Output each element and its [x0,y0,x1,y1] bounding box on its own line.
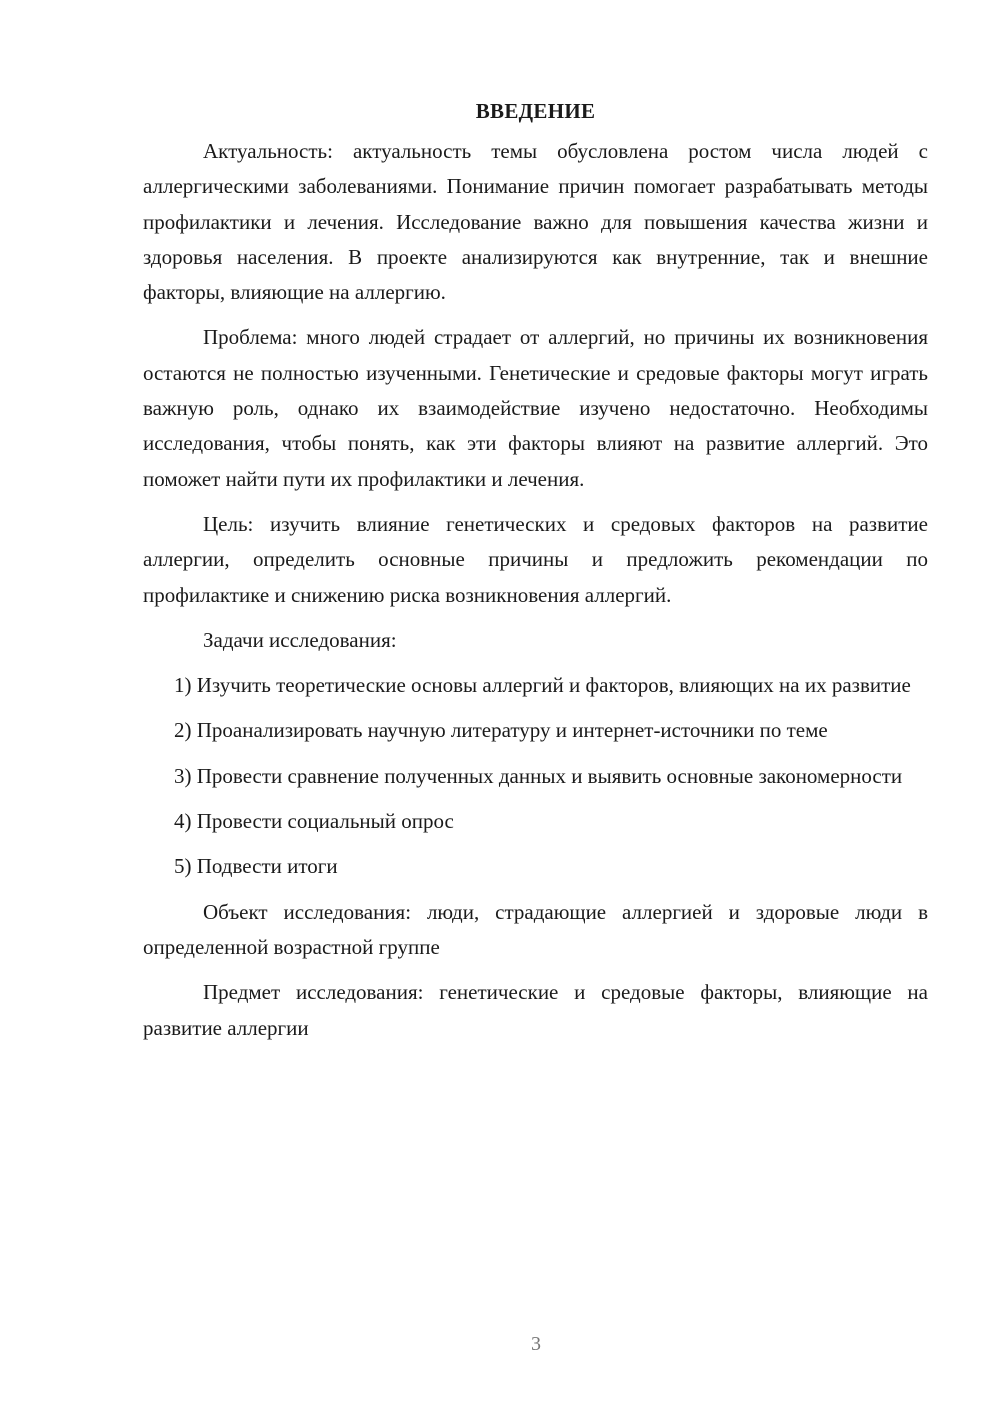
list-item: 4) Провести социальный опрос [174,809,454,834]
tasks-list [143,668,928,884]
list-item: 2) Проанализировать научную литературу и интернет-источники по теме [174,718,828,743]
page-title: ВВЕДЕНИЕ [475,99,596,123]
goal-paragraph: Цель: изучить влияние генетических и средовых факторов на развитие аллергии, определить основные причины и предложить рекомендации по профилактике и снижению риска возникновения аллергий. [143,511,928,607]
page-number: 3 [531,1333,541,1355]
problem-paragraph: Проблема: много людей страдает от аллергий, но причины их возникновения остаются не полностью изученными. Генетические и средовые факторы могут играть важную роль, однако их взаимодействие изучено недостаточно. Необходимы исследования, чтобы понять, как эти факторы влияют на развитие аллергий. Это поможет найти пути их профилактики и лечения. [143,325,928,491]
object-paragraph: Объект исследования: люди, страдающие аллергией и здоровые люди в определенной возрастной группе [143,899,928,959]
list-item: 3) Провести сравнение полученных данных и выявить основные закономерности [174,763,903,788]
tasks-heading: Задачи исследования: [203,627,397,652]
relevance-paragraph: Актуальность: актуальность темы обусловлена ростом числа людей с аллергическими заболеваниями. Понимание причин помогает разрабатывать методы профилактики и лечения. Исследование важно для повышения качества жизни и здоровья населения. В проекте анализируются как внутренние, так и внешние факторы, влияющие на аллергию. [143,139,928,305]
document-page [143,94,928,1056]
list-item: 1) Изучить теоретические основы аллергий и факторов, влияющих на их развитие [174,673,911,698]
list-item: 5) Подвести итоги [174,854,338,879]
subject-paragraph: Предмет исследования: генетические и средовые факторы, влияющие на развитие аллергии [143,980,928,1040]
